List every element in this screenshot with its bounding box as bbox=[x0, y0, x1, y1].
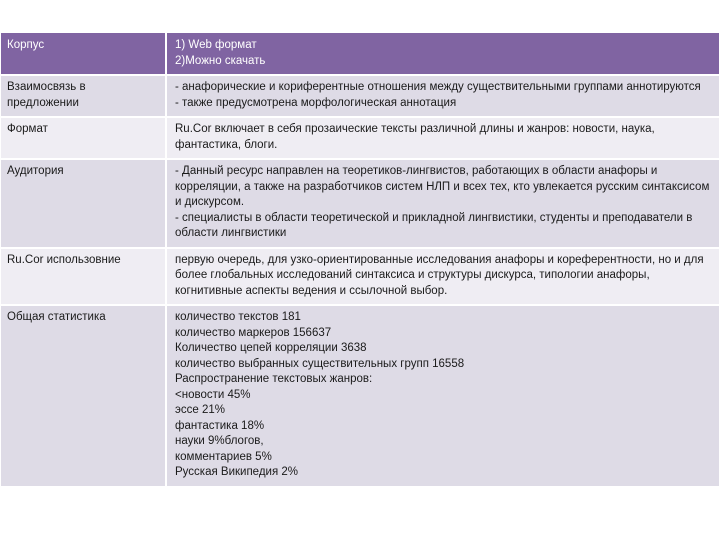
stat-line: Количество цепей корреляции 3638 bbox=[175, 342, 367, 354]
row-label-format: Формат bbox=[1, 118, 167, 160]
row-value-format bbox=[167, 118, 719, 160]
row-value-line: Ru.Cor включает в себя прозаические тексты различной длины и жанров: новости, наука, фантастика, блоги. bbox=[175, 123, 655, 151]
table-header-row bbox=[1, 33, 719, 76]
table-row bbox=[1, 118, 719, 160]
stat-line: Распространение текстовых жанров: bbox=[175, 373, 373, 385]
corpus-info-table bbox=[1, 33, 719, 488]
row-value-usage bbox=[167, 249, 719, 307]
table-row bbox=[1, 160, 719, 249]
header-value-cell bbox=[167, 33, 719, 76]
stat-line: <новости 45% bbox=[175, 388, 251, 401]
stat-line: комментариев 5% bbox=[175, 450, 272, 463]
table-row bbox=[1, 76, 719, 118]
row-value-statistics bbox=[167, 306, 719, 488]
table-row bbox=[1, 249, 719, 307]
stat-line: науки 9%блогов, bbox=[175, 435, 264, 447]
stat-line: фантастика 18% bbox=[175, 419, 265, 432]
stat-line: количество маркеров 156637 bbox=[175, 326, 332, 339]
stat-line: Русская Википедия 2% bbox=[175, 466, 298, 478]
row-label-relation: Взаимосвязь в предложении bbox=[1, 76, 167, 118]
row-value-line: - специалисты в области теоретической и прикладной лингвистики, студенты и преподаватели в области лингвистики bbox=[175, 211, 693, 239]
row-label-statistics: Общая статистика bbox=[1, 306, 167, 488]
row-value-audience bbox=[167, 160, 719, 249]
header-label-cell: Корпус bbox=[1, 33, 167, 76]
stat-line: количество текстов 181 bbox=[175, 311, 301, 323]
row-value-line: - анафорические и кориферентные отношения между существительными группами аннотируются bbox=[175, 81, 701, 93]
header-value-line: 2)Можно скачать bbox=[175, 54, 266, 67]
header-value-line: 1) Web формат bbox=[175, 39, 257, 51]
row-label-usage: Ru.Cor использовние bbox=[1, 249, 167, 307]
stat-line: количество выбранных существительных групп 16558 bbox=[175, 357, 465, 370]
table-row bbox=[1, 306, 719, 488]
row-label-audience: Аудитория bbox=[1, 160, 167, 249]
row-value-line: первую очередь, для узко-ориентированные исследования анафоры и кореферентности, но и для более глобальных исследований синтаксиса и структуры дискурса, типологии анафоры, когнитивные аспекты ведения и ссылочной выбор. bbox=[175, 253, 704, 297]
row-value-relation bbox=[167, 76, 719, 118]
row-value-line: - также предусмотрена морфологическая аннотация bbox=[175, 96, 457, 109]
stat-line: эссе 21% bbox=[175, 404, 225, 416]
row-value-line: - Данный ресурс направлен на теоретиков-лингвистов, работающих в области анафоры и корреляции, а также на разработчиков систем НЛП и всех тех, кто увлекается русским синтаксисом и дискурсом. bbox=[175, 165, 710, 208]
